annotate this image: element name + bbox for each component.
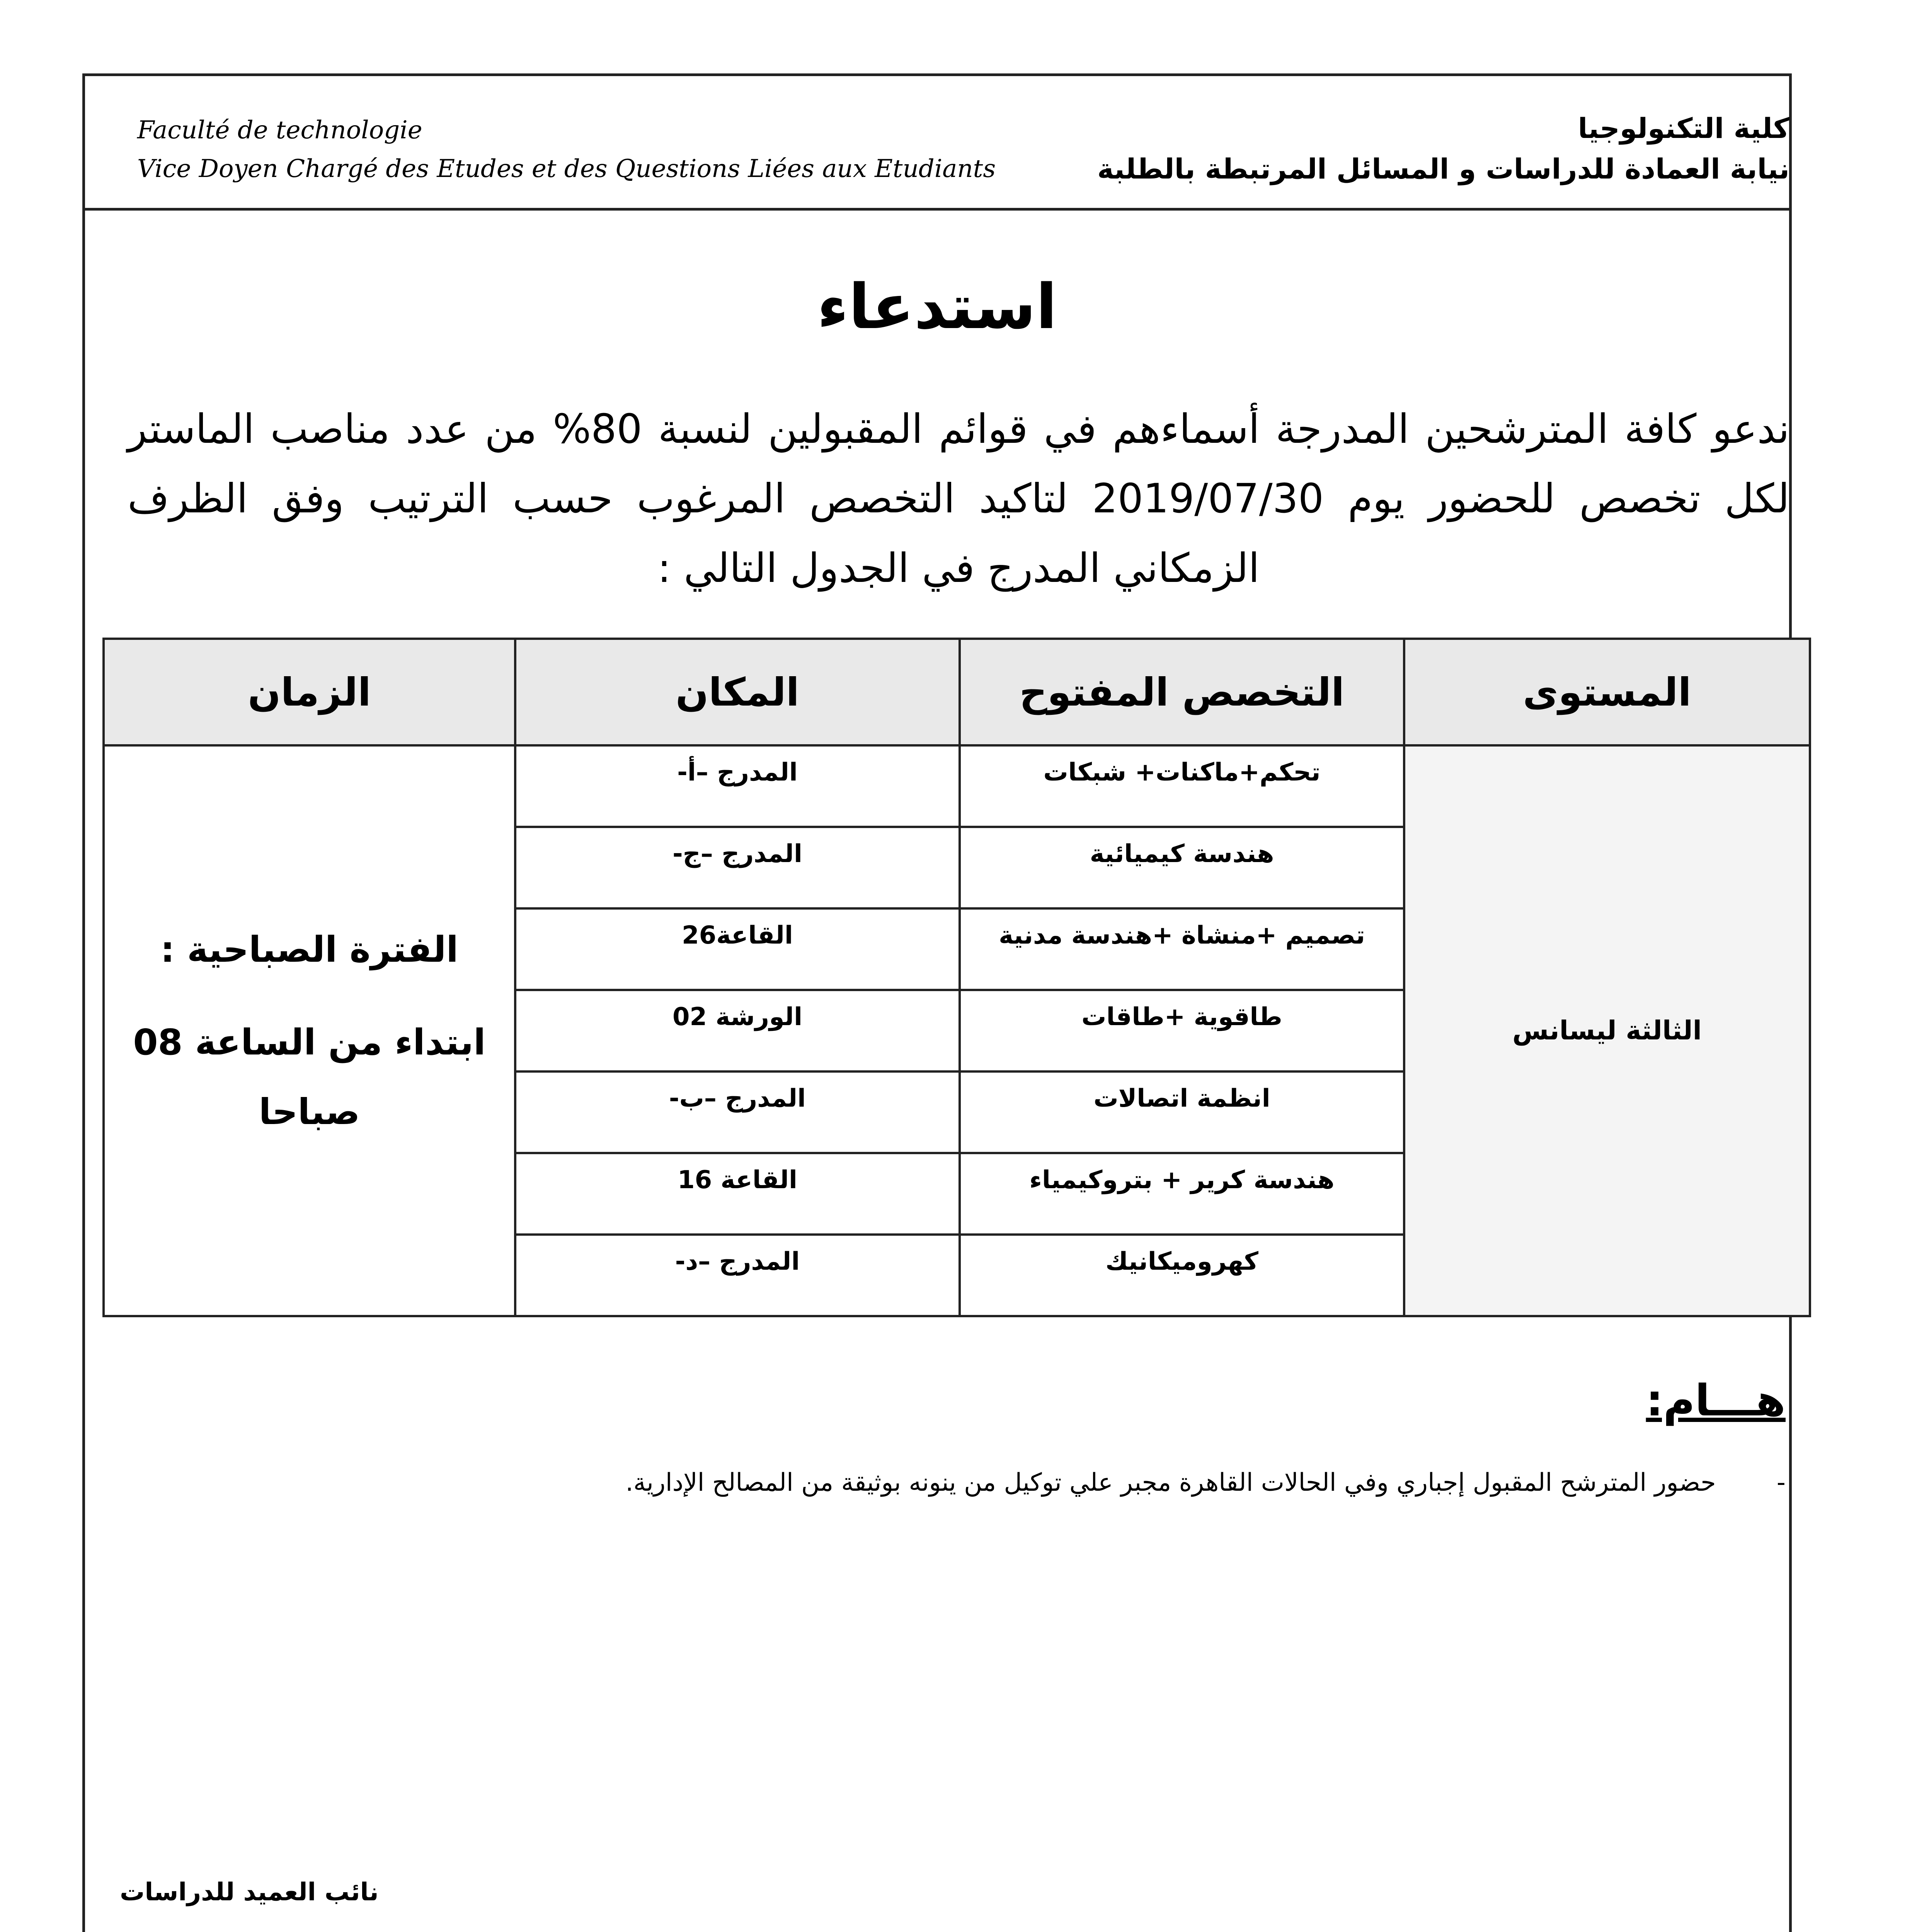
header-divider [82, 208, 1792, 211]
place-cell: القاعة26 [515, 908, 960, 990]
specialty-cell: انظمة اتصالات [960, 1071, 1404, 1153]
place-cell: المدرج –ج- [515, 827, 960, 908]
header-ar-faculty: كلية التكنولوجيا [1578, 112, 1789, 145]
important-title: هـــام: [1646, 1376, 1786, 1426]
place-cell: الورشة 02 [515, 990, 960, 1071]
time-cell [104, 745, 515, 1316]
note-text: حضور المترشح المقبول إجباري وفي الحالات القاهرة مجبر علي توكيل من ينونه بوثيقة من المصالح الإدارية. [625, 1468, 1716, 1497]
level-cell: الثالثة ليسانس [1404, 745, 1810, 1316]
specialty-cell: هندسة كرير + بتروكيمياء [960, 1153, 1404, 1235]
table-header-row [104, 639, 1810, 745]
specialty-cell: كهروميكانيك [960, 1235, 1404, 1316]
header-place: المكان [515, 639, 960, 745]
page-title: استدعاء [817, 270, 1057, 343]
specialty-cell: هندسة كيميائية [960, 827, 1404, 908]
intro-paragraph: ندعو كافة المترشحين المدرجة أسماءهم في قوائم المقبولين لنسبة 80% من عدد مناصب الماستر لكل تخصص للحضور يوم 2019/07/30 لتاكيد التخصص المرغوب حسب الترتيب وفق الظرف الزمكاني المدرج في الجدول التالي : [128, 405, 1789, 592]
header-level: المستوى [1404, 639, 1810, 745]
place-cell: المدرج –ب- [515, 1071, 960, 1153]
header-fr-vice-dean: Vice Doyen Chargé des Etudes et des Questions Liées aux Etudiants [137, 155, 996, 183]
header-time: الزمان [104, 639, 515, 745]
schedule-table [102, 638, 1811, 1317]
header-specialty: التخصص المفتوح [960, 639, 1404, 745]
signer-title: نائب العميد للدراسات [120, 1878, 379, 1906]
specialty-cell: تحكم+ماكنات+ شبكات [960, 745, 1404, 827]
time-period: الفترة الصباحية : [160, 929, 458, 970]
note-bullet: - [1776, 1468, 1786, 1497]
specialty-cell: طاقوية +طاقات [960, 990, 1404, 1071]
time-start: ابتداء من الساعة 08 [133, 1021, 486, 1063]
place-cell: المدرج –د- [515, 1235, 960, 1316]
header-fr-faculty: Faculté de technologie [137, 116, 422, 145]
important-note [625, 1468, 1786, 1497]
place-cell: القاعة 16 [515, 1153, 960, 1235]
table-row [104, 745, 1810, 827]
specialty-cell: تصميم +منشاة +هندسة مدنية [960, 908, 1404, 990]
header-ar-vice-dean: نيابة العمادة للدراسات و المسائل المرتبطة بالطلبة [1097, 153, 1789, 185]
place-cell: المدرج –أ- [515, 745, 960, 827]
time-morning: صباحا [259, 1091, 360, 1133]
